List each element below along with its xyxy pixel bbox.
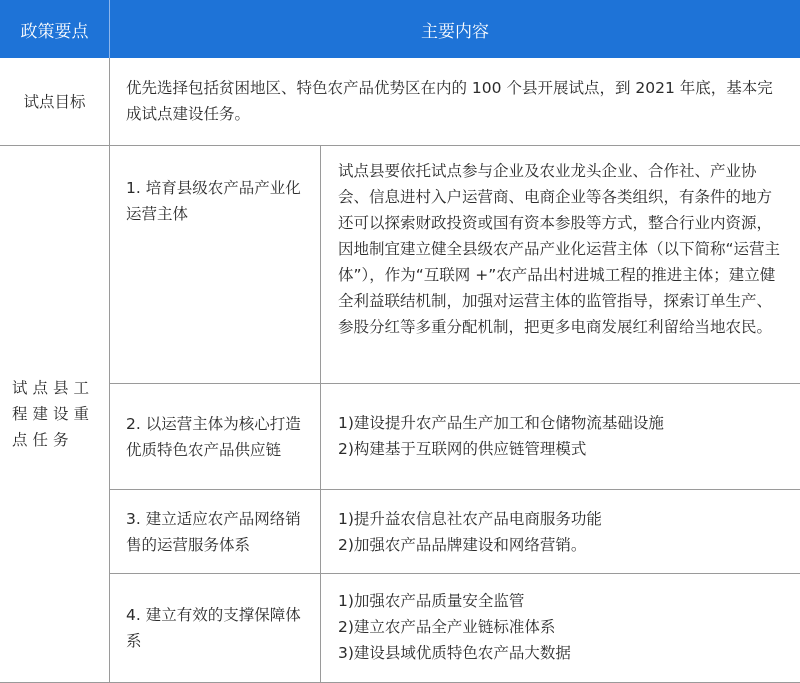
task-3-line-1: 1)提升益农信息社农产品电商服务功能 xyxy=(338,510,602,528)
task-3-title: 3. 建立适应农产品网络销售的运营服务体系 xyxy=(126,509,301,554)
task-3-line-2: 2)加强农产品品牌建设和网络营销。 xyxy=(338,536,587,554)
task-4-line-1: 1)加强农产品质量安全监管 xyxy=(338,592,525,610)
goal-label: 试点目标 xyxy=(23,92,86,111)
goal-content: 优先选择包括贫困地区、特色农产品优势区在内的 100 个县开展试点，到 2021 年底，基本完成试点建设任务。 xyxy=(126,79,773,123)
task-1-title: 1. 培育县级农产品产业化运营主体 xyxy=(126,179,301,223)
task-4-line-3: 3)建设县域优质特色农产品大数据 xyxy=(338,644,571,662)
task-4-title: 4. 建立有效的支撑保障体系 xyxy=(126,606,301,650)
task-4-line-2: 2)建立农产品全产业链标准体系 xyxy=(338,618,556,636)
column-divider xyxy=(109,58,110,683)
table-header xyxy=(0,0,800,58)
task-2-content xyxy=(338,410,786,462)
task-2-title: 2. 以运营主体为核心打造优质特色农产品供应链 xyxy=(126,414,301,459)
tasks-label: 试点县工程建设重点任务 xyxy=(12,379,95,449)
task-2-line-2: 2)构建基于互联网的供应链管理模式 xyxy=(338,440,587,458)
row-divider xyxy=(0,145,800,146)
header-main-content: 主要内容 xyxy=(421,21,489,42)
task-3-content xyxy=(338,506,786,558)
header-policy-point: 政策要点 xyxy=(20,21,89,42)
task-4-content xyxy=(338,588,786,666)
task-2-line-1: 1)建设提升农产品生产加工和仓储物流基础设施 xyxy=(338,414,664,432)
column-divider xyxy=(320,146,321,683)
task-1-content: 试点县要依托试点参与企业及农业龙头企业、合作社、产业协会、信息进村入户运营商、电商企业等各类组织，有条件的地方还可以探索财政投资或国有资本参股等方式，整合行业内资源，因地制宜建立健全县级农产品产业化运营主体（以下简称“运营主体”），作为“互联网 +”农产品出村进城工程的推进主体；建立健全利益联结机制，加强对运营主体的监管指导，探索订单生产、参股分红等多重分配机制，把更多电商发展红利留给当地农民。 xyxy=(338,162,781,336)
